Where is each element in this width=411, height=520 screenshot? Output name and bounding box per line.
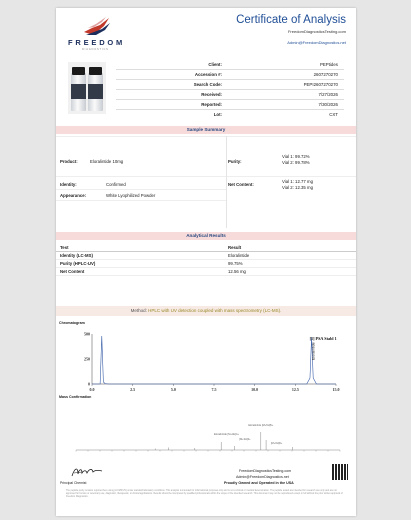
x-tick-label: 15.0 (332, 387, 340, 392)
mass-peak-annotation: [M+6H]6+ (270, 442, 283, 445)
identity-label: Identity: (60, 182, 77, 187)
table-row-result: 99.75% (228, 261, 243, 266)
mass-confirmation-label: Mass Confirmation (59, 395, 92, 399)
header-email[interactable]: Admin@FreedomDiagnostics.net (287, 40, 346, 45)
chromatogram-label: Chromatogram (59, 321, 85, 325)
y-tick-label: 500 (84, 331, 90, 337)
mass-peak-annotation: [M+3H]3+ (239, 438, 251, 441)
peak-annotation: [1] PSA Stabl 1 (309, 336, 337, 341)
net-content-vial1: Vial 1: 12.77 mg (282, 179, 313, 184)
certificate-page (56, 8, 356, 516)
footer-website[interactable]: FreedomDiagnosticsTesting.com (239, 469, 292, 473)
method-text: HPLC with UV detection coupled with mass spectrometry (LC-MS). (148, 308, 282, 313)
info-value: PEPtides (319, 62, 338, 67)
info-label: Client: (208, 62, 222, 67)
table-row-result: 12.56 mg (228, 269, 246, 274)
method-note (56, 306, 356, 316)
table-row-result: Eloralintide (228, 253, 250, 258)
table-row-test: Identity (LC-MS) (60, 253, 93, 258)
chromatogram-series-line (92, 336, 336, 384)
document-title: Certificate of Analysis (236, 14, 346, 26)
y-tick-label: 250 (84, 356, 90, 362)
logo-subtitle: DIAGNOSTICS (82, 48, 109, 51)
signature-image (70, 465, 104, 479)
mass-peak-annotation: Eloralintide [M+4H]4+ (214, 433, 239, 436)
footer-email[interactable]: Admin@FreedomDiagnostics.net (236, 475, 289, 479)
purity-label: Purity: (228, 159, 242, 164)
product-value: Eloralintide 10mg (90, 159, 124, 164)
info-value: 2607270270 (313, 72, 338, 77)
mass-peak-annotation: Eloralintide [M+5H]5+ (248, 424, 274, 427)
logo-wordmark: FREEDOM (68, 38, 126, 47)
info-value: 7/30/2026 (318, 102, 338, 107)
x-tick-label: 5.0 (170, 387, 176, 392)
analytical-results-header: Analytical Results (56, 232, 356, 240)
method-prefix: Method: (130, 308, 147, 313)
info-value: 7/27/2026 (318, 92, 338, 97)
header (56, 8, 356, 58)
appearance-label: Appearance: (60, 193, 87, 198)
net-content-label: Net Content: (228, 182, 254, 187)
info-value: PEPI2607270270 (303, 82, 338, 87)
x-tick-label: 12.5 (291, 387, 299, 392)
x-tick-label: 7.5 (211, 387, 217, 392)
y-tick-label: 0 (88, 381, 90, 387)
table-row-test: Purity (HPLC-UV) (60, 261, 96, 266)
eagle-logo-icon (82, 16, 112, 38)
signer-title: Principal Chemist (60, 481, 87, 485)
sample-summary-header: Sample Summary (56, 126, 356, 134)
info-label: Accession #: (194, 72, 222, 77)
column-header-result: Result (228, 245, 242, 250)
table-row-test: Net Content (60, 269, 85, 274)
info-label: Search Code: (193, 82, 222, 87)
appearance-value: White Lyophilized Powder (106, 193, 156, 198)
product-label: Product: (60, 159, 78, 164)
qr-code-icon[interactable] (332, 464, 348, 480)
purity-vial1: Vial 1: 99.72% (282, 154, 310, 159)
x-tick-label: 2.5 (130, 387, 136, 392)
footer-tagline: Proudly Owned and Operated in the USA (224, 481, 294, 485)
info-label: Reported: (201, 102, 222, 107)
chromatogram-chart (80, 328, 352, 398)
purity-vial2: Vial 2: 99.78% (282, 160, 310, 165)
info-label: Lot: (213, 112, 222, 117)
x-tick-label: 10.0 (251, 387, 259, 392)
info-label: Received: (201, 92, 222, 97)
column-header-test: Test (60, 245, 69, 250)
x-tick-label: 0.0 (89, 387, 95, 392)
header-website[interactable]: FreedomDiagnosticsTesting.com (287, 29, 346, 34)
identity-value: Confirmed (106, 182, 126, 187)
peak-label: Eloralintide (311, 342, 316, 360)
net-content-vial2: Vial 2: 12.35 mg (282, 185, 313, 190)
info-value: CXT (329, 112, 338, 117)
mass-spectrum-chart (70, 404, 346, 458)
disclaimer: The peptide purity remains reported here using (LC/MS/UV) under standard laboratory conditions. This analysis is intended for informational purposes only and is not a clinical or medical determination. The peptide tested are intended for research use only and are not approved for human or veterinary use, diagnostic, therapeutic, or clinical applications. Results should be interpreted by qualified professionals within the scope of the intended research. This document may not be reproduced except in full without the prior written approval of Freedom Diagnostics. (66, 490, 343, 498)
